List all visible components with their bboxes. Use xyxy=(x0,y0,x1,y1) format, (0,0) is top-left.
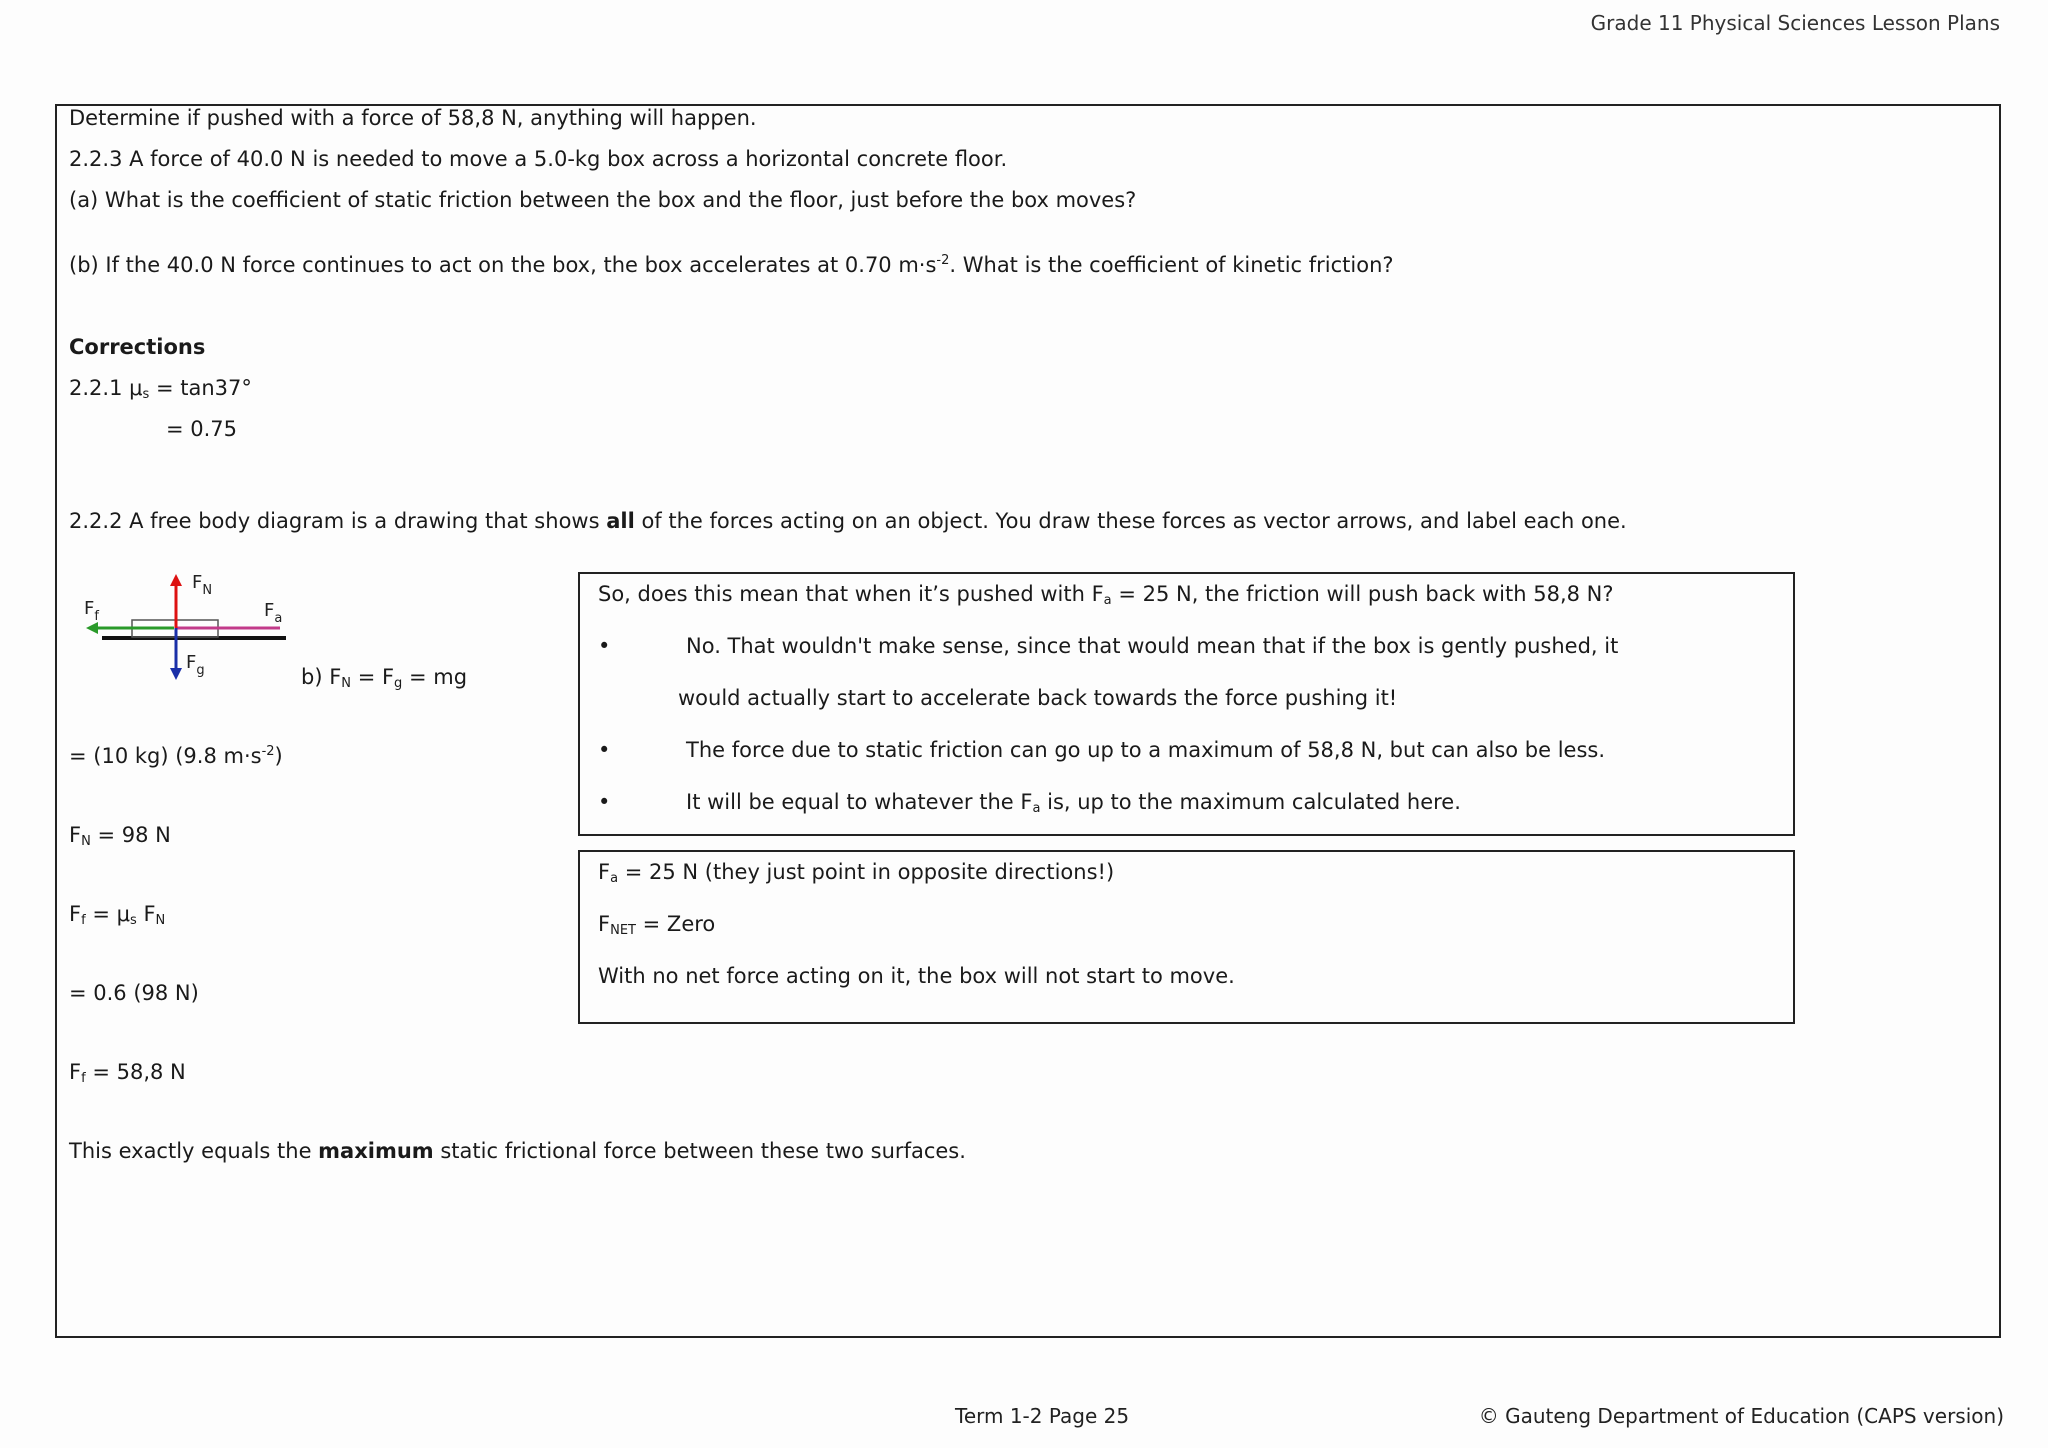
box-question: So, does this mean that when it’s pushed with $F_a = 25$ N, the friction will push back with 58,8 N? xyxy=(598,582,1614,608)
correction-2-2-1: 2.2.1 $\mu_s = \tan 37^\circ$ xyxy=(69,376,252,402)
calc-line-1: = (10 kg) (9.8 $m\cdot s^{-2}$) xyxy=(69,744,283,768)
conclusion-text: With no net force acting on it, the box will not start to move. xyxy=(598,964,1235,988)
label-fg: $F_g$ xyxy=(186,652,205,678)
corrections-heading: Corrections xyxy=(69,335,206,359)
calc-line-4: = 0.6 (98 N) xyxy=(69,981,199,1005)
question-2-2-3: 2.2.3 A force of 40.0 N is needed to move a 5.0-kg box across a horizontal concrete floor. xyxy=(69,147,1008,171)
question-b: (b) If the 40.0 N force continues to act on the box, the box accelerates at 0.70 $m\cdot s^{-2}$. What is the coefficient of kinetic friction? xyxy=(69,253,1394,277)
applied-force-line: $F_a = 25$ N (they just point in opposite directions!) xyxy=(598,860,1115,886)
label-ff: $F_f$ xyxy=(84,598,99,624)
page-number: Term 1-2 Page 25 xyxy=(955,1404,1130,1428)
gravity-arrowhead xyxy=(170,668,182,680)
calc-line-5: $F_f = 58,8$ N xyxy=(69,1060,186,1086)
conclusion-line: This exactly equals the maximum static frictional force between these two surfaces. xyxy=(69,1139,966,1163)
copyright: © Gauteng Department of Education (CAPS version) xyxy=(1478,1404,2004,1428)
correction-2-2-2: 2.2.2 A free body diagram is a drawing that shows all of the forces acting on an object. You draw these forces as vector arrows, and label each one. xyxy=(69,509,1627,533)
net-force-line: $F_{NET}$ = Zero xyxy=(598,912,716,938)
label-fa: $F_a$ xyxy=(264,600,283,626)
page-header-title: Grade 11 Physical Sciences Lesson Plans xyxy=(1590,11,2000,35)
free-body-diagram xyxy=(72,570,302,685)
net-force-box xyxy=(578,850,1795,1024)
label-fn: $F_N$ xyxy=(192,572,213,598)
bullet-3-text: It will be equal to whatever the $F_a$ is, up to the maximum calculated here. xyxy=(686,790,1461,816)
bullet-2: • xyxy=(598,738,611,762)
text-line: Determine if pushed with a force of 58,8 N, anything will happen. xyxy=(69,106,757,130)
normal-force-equation: b) $F_N = F_g$ = mg xyxy=(301,665,468,691)
calc-line-2: $F_N = 98$ N xyxy=(69,823,171,849)
bullet-1: • xyxy=(598,634,611,658)
bullet-1-text-line-1: No. That wouldn't make sense, since that would mean that if the box is gently pushed, it xyxy=(686,634,1619,658)
normal-force-arrowhead xyxy=(170,574,182,586)
question-a: (a) What is the coefficient of static friction between the box and the floor, just before the box moves? xyxy=(69,188,1137,212)
bullet-1-text-line-2: would actually start to accelerate back towards the force pushing it! xyxy=(678,686,1398,710)
bullet-3: • xyxy=(598,790,611,814)
bullet-2-text: The force due to static friction can go up to a maximum of 58,8 N, but can also be less. xyxy=(686,738,1606,762)
calc-line-3: $F_f = \mu_s$ $F_N$ xyxy=(69,902,166,928)
correction-result: = 0.75 xyxy=(166,417,238,441)
explanation-box xyxy=(578,572,1795,836)
